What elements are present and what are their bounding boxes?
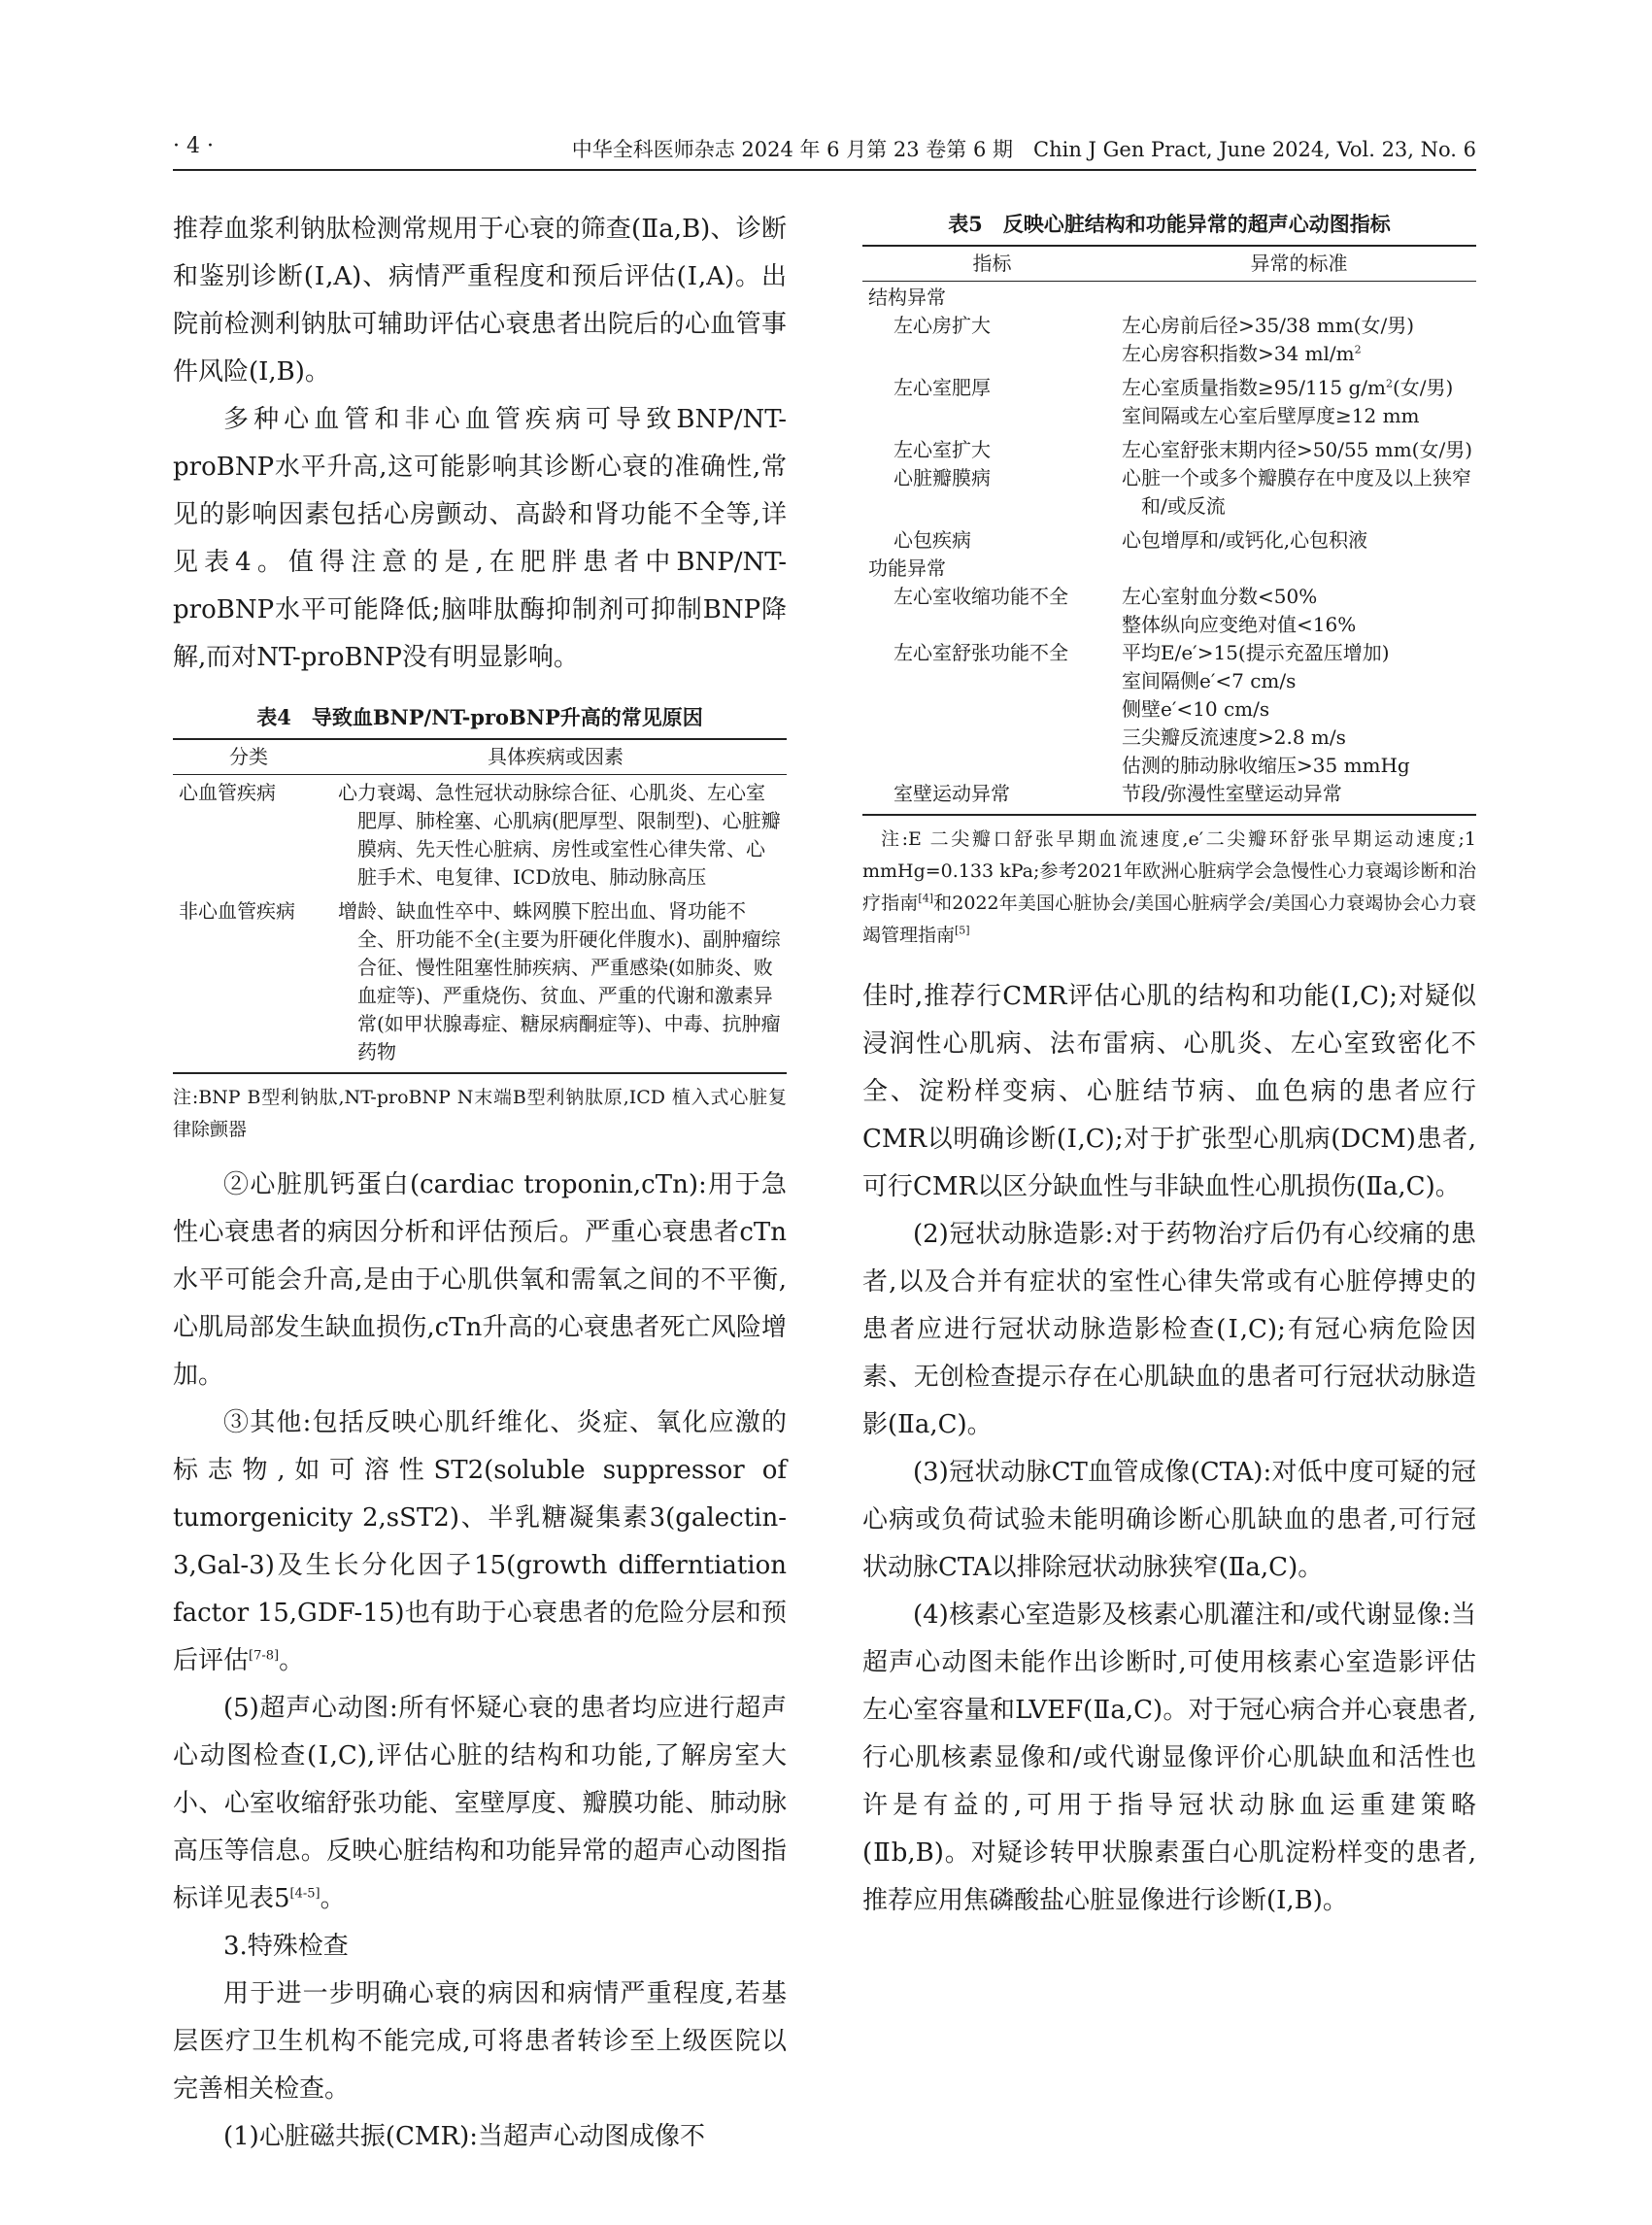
table-cell-line: 侧壁e′<10 cm/s	[1122, 697, 1270, 721]
paragraph-text: 。	[279, 1646, 305, 1675]
paragraph	[173, 1685, 787, 1923]
paragraph: (2)冠状动脉造影:对于药物治疗后仍有心绞痛的患者,以及合并有症状的室性心律失常或有心脏停搏史的患者应进行冠状动脉造影检查(Ⅰ,C);有冠心病危险因素、无创检查提示存在心肌缺血的患者可行冠状动脉造影(Ⅱa,C)。	[862, 1220, 1476, 1439]
paragraph: 用于进一步明确心衰的病因和病情严重程度,若基层医疗卫生机构不能完成,可将患者转诊至上级医院以完善相关检查。	[173, 1979, 787, 2104]
table-cell: 左心室舒张末期内径>50/55 mm(女/男)	[1122, 438, 1473, 461]
table-title: 表4 导致血BNP/NT-proBNP升高的常见原因	[256, 705, 703, 729]
table-cell-line: 左心房前后径>35/38 mm(女/男)	[1122, 314, 1415, 337]
paragraph: (3)冠状动脉CT血管成像(CTA):对低中度可疑的冠心病或负荷试验未能明确诊断心肌缺血的患者,可行冠状动脉CTA以排除冠状动脉狭窄(Ⅱa,C)。	[862, 1458, 1476, 1582]
table-cell: 节段/弥漫性室壁运动异常	[1122, 780, 1476, 815]
table-cell-line: 左心室射血分数<50%	[1122, 585, 1318, 608]
table-cell-line: 整体纵向应变绝对值<16%	[1122, 613, 1357, 636]
table-row	[862, 464, 1476, 521]
table	[173, 738, 787, 1074]
citation: [4-5]	[289, 1886, 320, 1902]
note-text: 注:E 二尖瓣口舒张早期血流速度,e′二尖瓣环舒张早期运动速度;1 mmHg=0.133 kPa;参考2021年欧洲心脏病学会急慢性心力衰竭诊断和治疗指南	[862, 828, 1476, 914]
table-cell-line: 平均E/e′>15(提示充盈压增加)	[1122, 641, 1390, 664]
table-cell: 非心血管疾病	[173, 892, 324, 1073]
table-group-row	[862, 555, 1476, 583]
paragraph-text: ③其他:包括反映心肌纤维化、炎症、氧化应激的标志物,如可溶性ST2(soluble suppressor of tumorgenicity 2,sST2)、半乳糖凝集素3(galectin-3,Gal-3)及生长分化因子15(growth differntiation factor 15,GDF-15)也有助于心衰患者的危险分层和预后评估	[173, 1408, 787, 1675]
right-column	[862, 206, 1476, 1925]
citation: [7-8]	[249, 1648, 280, 1664]
table-cell: 左心房扩大	[893, 314, 991, 337]
paragraph: 推荐血浆利钠肽检测常规用于心衰的筛查(Ⅱa,B)、诊断和鉴别诊断(Ⅰ,A)、病情严重程度和预后评估(Ⅰ,A)。出院前检测利钠肽可辅助评估心衰患者出院后的心血管事件风险(Ⅰ,B)。	[173, 215, 787, 387]
table-cell: 增龄、缺血性卒中、蛛网膜下腔出血、肾功能不全、肝功能不全(主要为肝硬化伴腹水)、副肿瘤综合征、慢性阻塞性肺疾病、严重感染(如肺炎、败血症等)、严重烧伤、贫血、严重的代谢和激素异常(如甲状腺毒症、糖尿病酮症等)、中毒、抗肿瘤药物	[338, 899, 781, 1063]
table-cell-line: 室间隔侧e′<7 cm/s	[1122, 669, 1297, 692]
text-block	[173, 1162, 787, 2161]
cell-text: 左心房容积指数>34 ml/m	[1122, 342, 1355, 365]
table-cell-line: 室间隔或左心室后壁厚度≥12 mm	[1122, 404, 1420, 427]
paragraph: 多种心血管和非心血管疾病可导致BNP/NT-proBNP水平升高,这可能影响其诊断心衰的准确性,常见的影响因素包括心房颤动、高龄和肾功能不全等,详见表4。值得注意的是,在肥胖患者中BNP/NT-proBNP水平可能降低;脑啡肽酶抑制剂可抑制BNP降解,而对NT-proBNP没有明显影响。	[173, 405, 787, 672]
table-row	[862, 639, 1476, 780]
page-number: · 4 ·	[173, 134, 214, 158]
table-group-row	[862, 282, 1476, 313]
table-cell: 左心室收缩功能不全	[893, 585, 1068, 608]
column-header: 异常的标准	[1122, 246, 1476, 282]
table-row	[862, 780, 1476, 815]
superscript: 2	[1385, 377, 1393, 390]
table-note	[862, 824, 1476, 952]
citation: [5]	[955, 924, 970, 937]
table-cell-line	[1122, 340, 1476, 368]
text-block	[862, 973, 1476, 1925]
paragraph	[173, 1399, 787, 1685]
table-row	[862, 430, 1476, 464]
note-text: 和2022年美国心脏协会/美国心脏病学会/美国心力衰竭协会心力衰竭管理指南	[862, 893, 1476, 946]
table-5	[862, 210, 1476, 952]
table-cell: 心脏瓣膜病	[893, 466, 991, 489]
table-row	[862, 521, 1476, 555]
table-row	[173, 892, 787, 1073]
column-header: 指标	[862, 246, 1122, 282]
citation: [4]	[918, 892, 933, 905]
table-cell-line	[1122, 374, 1476, 402]
table-cell: 心血管疾病	[179, 781, 276, 804]
table	[862, 245, 1476, 816]
paragraph: ②心脏肌钙蛋白(cardiac troponin,cTn):用于急性心衰患者的病因分析和评估预后。严重心衰患者cTn水平可能会升高,是由于心肌供氧和需氧之间的不平衡,心肌局部发生缺血损伤,cTn升高的心衰患者死亡风险增加。	[173, 1170, 787, 1390]
group-label: 结构异常	[868, 286, 946, 309]
table-4	[173, 703, 787, 1146]
table-cell-line: 三尖瓣反流速度>2.8 m/s	[1122, 725, 1346, 749]
table-title: 表5 反映心脏结构和功能异常的超声心动图指标	[948, 212, 1391, 236]
column-header: 分类	[173, 739, 324, 775]
paragraph: (4)核素心室造影及核素心肌灌注和/或代谢显像:当超声心动图未能作出诊断时,可使用核素心室造影评估左心室容量和LVEF(Ⅱa,C)。对于冠心病合并心衰患者,行心肌核素显像和/或代谢显像评价心肌缺血和活性也许是有益的,可用于指导冠状动脉血运重建策略(Ⅱb,B)。对疑诊转甲状腺素蛋白心肌淀粉样变的患者,推荐应用焦磷酸盐心脏显像进行诊断(Ⅰ,B)。	[862, 1601, 1476, 1915]
table-cell: 室壁运动异常	[862, 780, 1122, 815]
table-row	[862, 583, 1476, 639]
table-cell: 左心室肥厚	[893, 376, 991, 399]
cell-text: (女/男)	[1392, 376, 1454, 399]
page-header	[173, 134, 1476, 171]
table-cell: 心包增厚和/或钙化,心包积液	[1122, 528, 1368, 552]
paragraph: 佳时,推荐行CMR评估心肌的结构和功能(Ⅰ,C);对疑似浸润性心肌病、法布雷病、心肌炎、左心室致密化不全、淀粉样变病、心脏结节病、血色病的患者应行CMR以明确诊断(Ⅰ,C);对于扩张型心肌病(DCM)患者,可行CMR以区分缺血性与非缺血性心肌损伤(Ⅱa,C)。	[862, 982, 1476, 1201]
paragraph-text: 。	[320, 1884, 346, 1913]
table-cell: 心力衰竭、急性冠状动脉综合征、心肌炎、左心室肥厚、肺栓塞、心肌病(肥厚型、限制型)、心脏瓣膜病、先天性心脏病、房性或室性心律失常、心脏手术、电复律、ICD放电、肺动脉高压	[338, 781, 781, 889]
paragraph-text: (5)超声心动图:所有怀疑心衰的患者均应进行超声心动图检查(Ⅰ,C),评估心脏的结构和功能,了解房室大小、心室收缩舒张功能、室壁厚度、瓣膜功能、肺动脉高压等信息。反映心脏结构和功能异常的超声心动图指标详见表5	[173, 1694, 787, 1913]
table-row	[173, 775, 787, 893]
table-cell: 左心室扩大	[893, 438, 991, 461]
group-label: 功能异常	[868, 556, 946, 580]
paragraph: (1)心脏磁共振(CMR):当超声心动图成像不	[223, 2122, 705, 2151]
left-column	[173, 206, 787, 2161]
table-row	[862, 312, 1476, 368]
section-heading: 3.特殊检查	[223, 1932, 349, 1961]
superscript: 2	[1354, 343, 1362, 356]
table-cell: 心包疾病	[893, 528, 971, 552]
table-row	[862, 368, 1476, 430]
column-header: 具体疾病或因素	[324, 739, 787, 775]
table-cell: 左心室舒张功能不全	[893, 641, 1068, 664]
journal-citation: 中华全科医师杂志 2024 年 6 月第 23 卷第 6 期 Chin J Gen Pract, June 2024, Vol. 23, No. 6	[571, 138, 1476, 161]
table-cell-line: 估测的肺动脉收缩压>35 mmHg	[1122, 754, 1410, 777]
table-note: 注:BNP B型利钠肽,NT-proBNP N末端B型利钠肽原,ICD 植入式心脏复律除颤器	[173, 1087, 787, 1140]
cell-text: 左心室质量指数≥95/115 g/m	[1122, 376, 1386, 399]
table-cell: 心脏一个或多个瓣膜存在中度及以上狭窄和/或反流	[1122, 466, 1471, 518]
